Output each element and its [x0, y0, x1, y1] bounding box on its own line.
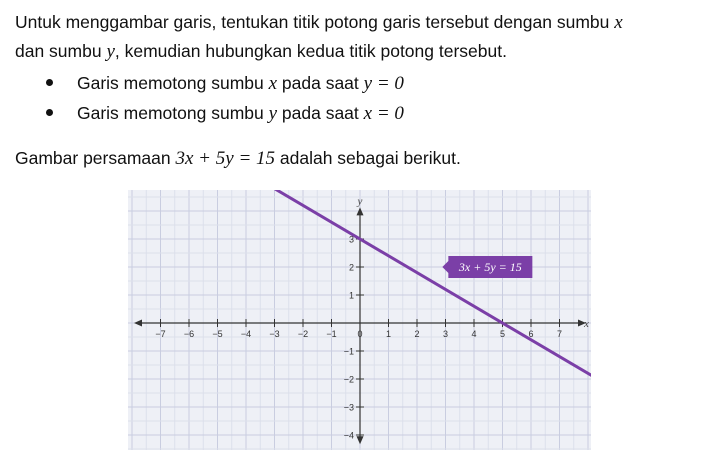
- y-tick-label: −4: [343, 430, 354, 441]
- x-tick-label: 7: [556, 329, 563, 339]
- bullet-text: Garis memotong sumbu: [77, 103, 269, 123]
- x-tick-label: 3: [442, 329, 449, 339]
- line-graph: [128, 190, 591, 450]
- x-tick-label: 5: [499, 329, 506, 339]
- equation-label: 3x + 5y = 15: [458, 260, 522, 274]
- x-tick-label: 1: [385, 329, 392, 339]
- statement-text: Gambar persamaan: [15, 148, 176, 168]
- bullet-text: pada saat: [277, 73, 364, 93]
- bullet-list: [46, 68, 404, 128]
- intro-text-1: Untuk menggambar garis, tentukan titik potong garis tersebut dengan sumbu: [15, 12, 615, 32]
- y-tick-label: −3: [343, 402, 354, 413]
- bullet-item-x-intercept: [46, 68, 404, 98]
- y-tick-label: 1: [348, 290, 354, 301]
- bullet-dot-icon: [46, 109, 53, 116]
- var-y: y: [106, 41, 115, 62]
- y-axis-label: y: [357, 195, 363, 208]
- x-tick-label: −1: [326, 329, 337, 339]
- x-tick-label: 4: [471, 329, 477, 339]
- x-tick-label: 6: [528, 329, 534, 339]
- x-tick-label: −3: [269, 329, 280, 339]
- x-tick-label: −5: [212, 329, 223, 339]
- bullet-item-y-intercept: [46, 98, 404, 128]
- intro-text-2: dan sumbu: [15, 41, 107, 61]
- x-tick-label: −2: [297, 329, 309, 339]
- x-tick-label: −4: [240, 329, 252, 339]
- y-tick-label: −2: [343, 374, 354, 385]
- bullet-text: pada saat: [277, 103, 364, 123]
- x-axis-label: x: [584, 318, 589, 330]
- intro-paragraph: [15, 8, 705, 66]
- graph-svg: [128, 190, 591, 450]
- bullet-dot-icon: [46, 79, 53, 86]
- x-tick-label: 2: [414, 329, 420, 339]
- y-tick-label: 2: [348, 262, 354, 273]
- x-tick-label: 0: [357, 329, 363, 339]
- x-tick-label: −6: [183, 329, 195, 339]
- bullet-axis: y: [268, 103, 278, 124]
- bullet-condition: x = 0: [363, 103, 404, 124]
- intro-text-3: , kemudian hubungkan kedua titik potong tersebut.: [114, 41, 507, 61]
- var-x: x: [614, 12, 623, 33]
- bullet-text: Garis memotong sumbu: [77, 73, 269, 93]
- y-tick-label: −1: [343, 346, 354, 357]
- statement-paragraph: [15, 144, 461, 173]
- y-tick-label: 3: [348, 234, 354, 245]
- bullet-axis: x: [268, 73, 278, 94]
- x-tick-label: −7: [155, 329, 166, 339]
- bullet-condition: y = 0: [363, 73, 404, 94]
- statement-text: adalah sebagai berikut.: [275, 148, 461, 168]
- statement-equation: 3x + 5y = 15: [175, 148, 276, 169]
